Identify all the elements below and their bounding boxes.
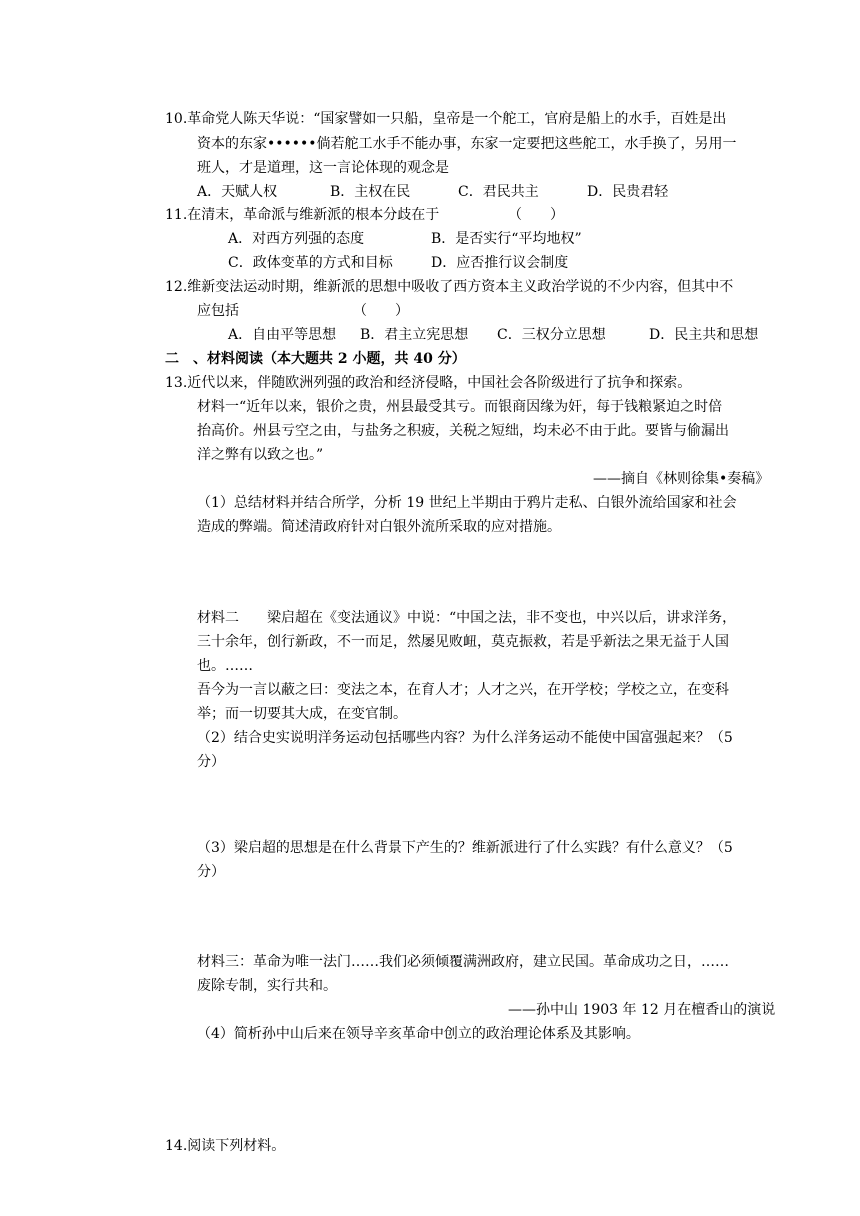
q10-option-c: C．君民共主 bbox=[458, 184, 539, 200]
q11-answer-blank: （ ） bbox=[508, 207, 564, 223]
material-3-source: ——孙中山 1903 年 12 月在檀香山的演说 bbox=[508, 1002, 776, 1018]
section-heading: 二 、材料阅读（本大题共 2 小题，共 40 分） bbox=[165, 351, 466, 367]
material-3-line-2: 废除专制，实行共和。 bbox=[197, 978, 337, 994]
material-2-line-3: 也。…… bbox=[197, 658, 253, 674]
q13-part-3-line-1: （3）梁启超的思想是在什么背景下产生的？维新派进行了什么实践？有什么意义？（5 bbox=[197, 840, 733, 856]
q13-part-1-line-2: 造成的弊端。简述清政府针对白银外流所采取的应对措施。 bbox=[197, 519, 561, 535]
q10-option-d: D．民贵君轻 bbox=[587, 184, 669, 200]
material-1-line-2: 抬高价。州县亏空之由，与盐务之积疲，关税之短绌，均未必不由于此。要皆与偷漏出 bbox=[197, 423, 729, 439]
material-2-line-2: 三十余年，创行新政，不一而足，然屡见败衄，莫克振救，若是乎新法之果无益于人国 bbox=[197, 634, 729, 650]
q12-option-a: A．自由平等思想 bbox=[228, 327, 337, 343]
material-1-line-3: 洋之弊有以致之也。” bbox=[197, 447, 324, 463]
material-3-line-1: 材料三：革命为唯一法门……我们必须倾覆满洲政府，建立民国。革命成功之日，…… bbox=[197, 954, 729, 970]
q12-line-2: 应包括 bbox=[197, 303, 239, 319]
q11-option-b: B．是否实行“平均地权” bbox=[431, 231, 582, 247]
q10-line-2: 资本的东家••••••倘若舵工水手不能办事，东家一定要把这些舵工，水手换了，另用一 bbox=[197, 136, 737, 152]
q10-option-a: A．天赋人权 bbox=[197, 184, 278, 200]
q11-option-a: A．对西方列强的态度 bbox=[228, 231, 365, 247]
q12-option-c: C．三权分立思想 bbox=[497, 327, 606, 343]
q11-option-d: D．应否推行议会制度 bbox=[431, 255, 569, 271]
material-2-line-1: 材料二 梁启超在《变法通议》中说：“中国之法，非不变也，中兴以后，讲求洋务， bbox=[197, 610, 737, 626]
q13-part-2-line-1: （2）结合史实说明洋务运动包括哪些内容？为什么洋务运动不能使中国富强起来？（5 bbox=[197, 730, 733, 746]
q10-line-1: 10.革命党人陈天华说：“国家譬如一只船，皇帝是一个舵工，官府是船上的水手，百姓是出 bbox=[165, 111, 727, 127]
q10-line-3: 班人，才是道理，这一言论体现的观念是 bbox=[197, 160, 449, 176]
q13-part-2-line-2: 分） bbox=[197, 754, 225, 770]
q10-option-b: B．主权在民 bbox=[330, 184, 411, 200]
q13-part-3-line-2: 分） bbox=[197, 864, 225, 880]
material-2-line-5: 举；而一切要其大成，在变官制。 bbox=[197, 706, 407, 722]
q12-line-1: 12.维新变法运动时期，维新派的思想中吸收了西方资本主义政治学说的不少内容，但其中不 bbox=[165, 279, 734, 295]
material-1-source: ——摘自《林则徐集•奏稿》 bbox=[593, 471, 770, 487]
material-1-line-1: 材料一“近年以来，银价之贵，州县最受其亏。而银商因缘为奸，每于钱粮紧迫之时倍 bbox=[197, 399, 723, 415]
q13-intro: 13.近代以来，伴随欧洲列强的政治和经济侵略，中国社会各阶级进行了抗争和探索。 bbox=[165, 375, 692, 391]
q12-option-d: D．民主共和思想 bbox=[649, 327, 759, 343]
q11-option-c: C．政体变革的方式和目标 bbox=[228, 255, 393, 271]
q14-stem: 14.阅读下列材料。 bbox=[165, 1138, 286, 1154]
q12-answer-blank: （ ） bbox=[353, 303, 409, 319]
q13-part-1-line-1: （1）总结材料并结合所学，分析 19 世纪上半期由于鸦片走私、白银外流给国家和社会 bbox=[197, 495, 737, 511]
q11-stem: 11.在清末，革命派与维新派的根本分歧在于 bbox=[165, 207, 440, 223]
q13-part-4: （4）简析孙中山后来在领导辛亥革命中创立的政治理论体系及其影响。 bbox=[197, 1026, 640, 1042]
q12-option-b: B．君主立宪思想 bbox=[360, 327, 469, 343]
material-2-line-4: 吾今为一言以蔽之曰：变法之本，在育人才；人才之兴，在开学校；学校之立，在变科 bbox=[197, 682, 729, 698]
